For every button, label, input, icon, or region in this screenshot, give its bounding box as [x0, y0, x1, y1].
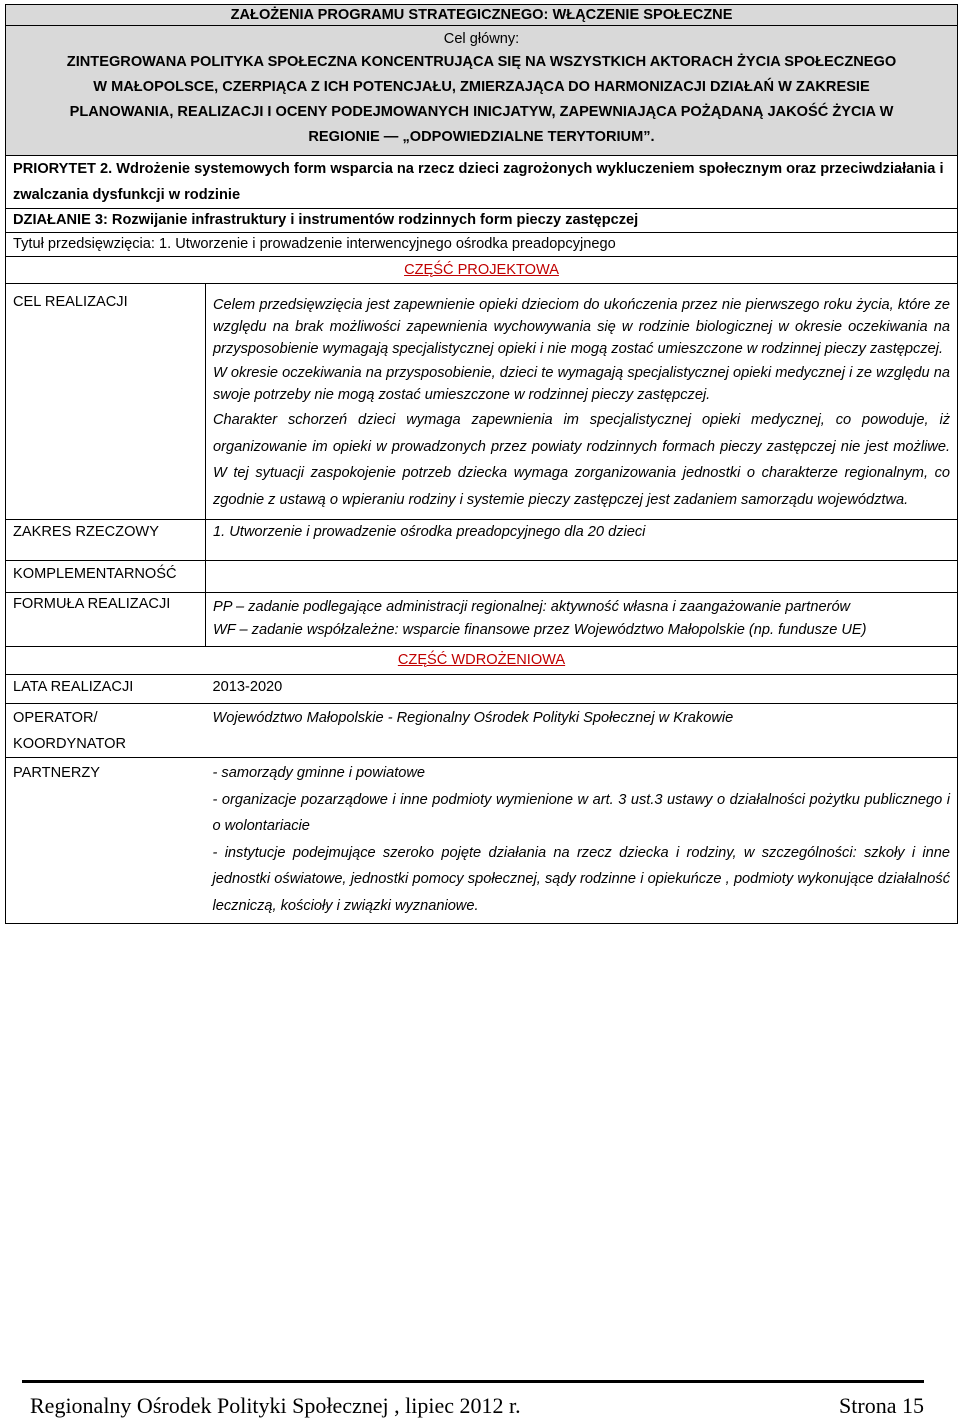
project-title: Tytuł przedsięwzięcia: 1. Utworzenie i prowadzenie interwencyjnego ośrodka preadopcyjnego — [13, 236, 616, 252]
action-text: DZIAŁANIE 3: Rozwijanie infrastruktury i instrumentów rodzinnych form pieczy zastępczej — [13, 212, 639, 228]
partnerzy-row — [6, 758, 958, 924]
goal-line: ZINTEGROWANA POLITYKA SPOŁECZNA KONCENTRUJĄCA SIĘ NA WSZYSTKICH AKTORACH ŻYCIA SPOŁECZNEGO — [66, 54, 897, 70]
goal-line: REGIONIE — „ODPOWIEDZIALNE TERYTORIUM”. — [308, 129, 655, 145]
document-page — [5, 4, 957, 924]
partner-item: - samorządy gminne i powiatowe — [212, 765, 426, 781]
goal-line: W MAŁOPOLSCE, CZERPIĄCA Z ICH POTENCJAŁU, ZMIERZAJĄCA DO HARMONIZACJI DZIAŁAŃ W ZAKRESIE — [93, 79, 870, 95]
cel-row — [6, 284, 958, 520]
project-title-row — [6, 233, 958, 257]
formula-label: FORMUŁA REALIZACJI — [13, 596, 171, 612]
partner-item: - instytucje podejmujące szeroko pojęte działania na rzecz dziecka i rodziny, w szczególności: szkoły i inne jednostki oświatowe, jednostki pomocy społecznej, sądy rodzinne i opiekuńcze , podmioty wykonujące działalność leczniczą, kościoły i związki wyznaniowe. — [212, 844, 951, 914]
program-table — [5, 4, 958, 924]
komplementarnosc-label: KOMPLEMENTARNOŚĆ — [13, 566, 177, 582]
komplementarnosc-row — [6, 561, 958, 593]
program-title: ZAŁOŻENIA PROGRAMU STRATEGICZNEGO: WŁĄCZENIE SPOŁECZNE — [230, 7, 733, 23]
zakres-row — [6, 520, 958, 561]
formula-pp: PP – zadanie podlegające administracji regionalnej: aktywność własna i zaangażowanie partnerów — [213, 599, 851, 615]
zakres-label: ZAKRES RZECZOWY — [13, 524, 159, 540]
operator-label: OPERATOR/ KOORDYNATOR — [13, 710, 126, 752]
footer-page-number: Strona 15 — [839, 1393, 924, 1418]
priority-text: PRIORYTET 2. Wdrożenie systemowych form wsparcia na rzecz dzieci zagrożonych wykluczeniem społecznym oraz przeciwdziałania i zwalczania dysfunkcji w rodzinie — [13, 161, 944, 203]
implementation-section-heading: CZĘŚĆ WDROŻENIOWA — [397, 652, 566, 668]
goal-text — [13, 50, 950, 152]
project-section-heading-row — [6, 257, 958, 284]
operator-row — [6, 704, 958, 758]
footer-organization: Regionalny Ośrodek Polityki Społecznej , lipiec 2012 r. — [30, 1393, 521, 1418]
formula-wf: WF – zadanie współzależne: wsparcie finansowe przez Województwo Małopolskie (np. fundusze UE) — [213, 622, 867, 638]
project-section-heading: CZĘŚĆ PROJEKTOWA — [404, 262, 559, 278]
cel-label: CEL REALIZACJI — [13, 294, 128, 310]
lata-row — [6, 675, 958, 704]
zakres-value: 1. Utworzenie i prowadzenie ośrodka preadopcyjnego dla 20 dzieci — [213, 524, 646, 540]
goal-row — [6, 26, 958, 156]
cel-paragraph: Celem przedsięwzięcia jest zapewnienie opieki dzieciom do ukończenia przez nie pierwszego roku życia, które ze względu na brak możliwości zapewnienia wychowywania się w rodzinie biologicznej w okresie oczekiwania na przysposobienie wymagają specjalistycznej opieki i nie mogą zostać umieszczone w rodzinnej pieczy zastępczej. — [213, 297, 951, 357]
priority-row — [6, 156, 958, 209]
formula-row — [6, 593, 958, 647]
cel-paragraph: W okresie oczekiwania na przysposobienie, dzieci te wymagają specjalistycznej opieki medycznej i ze względu na swoje potrzeby nie mogą zostać umieszczone w rodzinnej pieczy zastępczej. — [213, 365, 951, 403]
implementation-section-heading-row — [6, 647, 958, 675]
action-row — [6, 209, 958, 233]
cel-paragraph: Charakter schorzeń dzieci wymaga zapewnienia im specjalistycznej opieki medycznej, co powoduje, iż organizowanie im opieki w prowadzonych przez powiaty rodzinnych formach pieczy zastępczej nie jest możliwe. W tej sytuacji zaspokojenie potrzeb dziecka wymaga zorganizowania jednostki o charakterze regionalnym, co zgodnie z ustawą o wpieraniu rodziny i systemie pieczy zastępczej jest zadaniem samorządu województwa. — [213, 412, 951, 508]
page-footer — [22, 1380, 924, 1419]
partnerzy-label: PARTNERZY — [13, 765, 101, 781]
lata-label: LATA REALIZACJI — [13, 679, 134, 695]
lata-value: 2013-2020 — [212, 679, 283, 695]
title-row — [6, 5, 958, 26]
goal-line: PLANOWANIA, REALIZACJI I OCENY PODEJMOWANYCH INICJATYW, ZAPEWNIAJĄCA POŻĄDANĄ JAKOŚĆ ŻYCIA W — [69, 104, 894, 120]
operator-value: Województwo Małopolskie - Regionalny Ośrodek Polityki Społecznej w Krakowie — [212, 710, 734, 726]
goal-label: Cel główny: — [443, 31, 520, 47]
partner-item: - organizacje pozarządowe i inne podmioty wymienione w art. 3 ust.3 ustawy o działalności pożytku publicznego i o wolontariacie — [212, 791, 951, 834]
